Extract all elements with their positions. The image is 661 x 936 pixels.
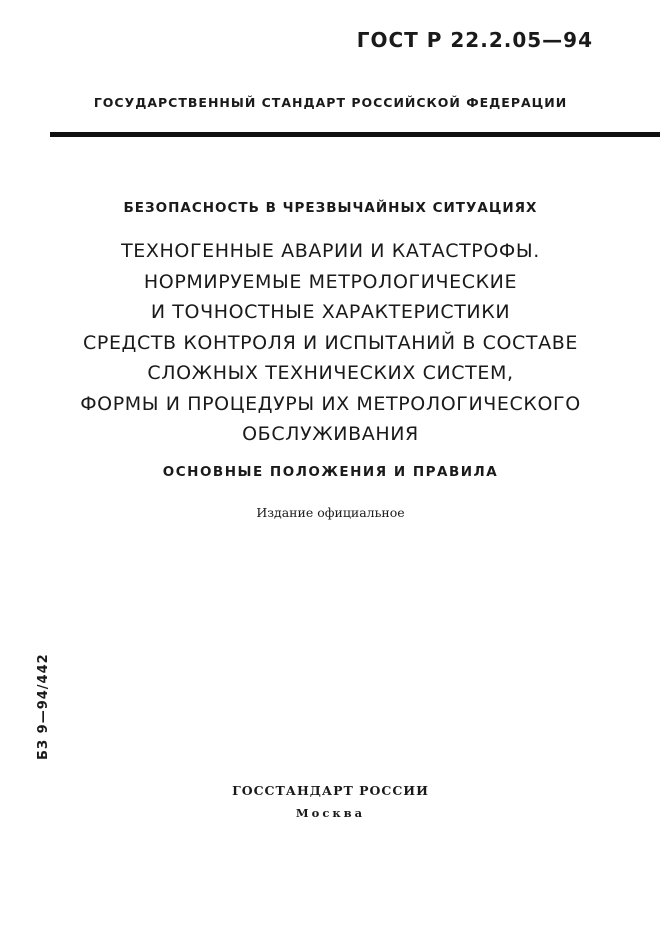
subject-heading: БЕЗОПАСНОСТЬ В ЧРЕЗВЫЧАЙНЫХ СИТУАЦИЯХ bbox=[123, 200, 538, 216]
title-line: И ТОЧНОСТНЫЕ ХАРАКТЕРИСТИКИ bbox=[150, 301, 511, 323]
state-standard-heading: ГОСУДАРСТВЕННЫЙ СТАНДАРТ РОССИЙСКОЙ ФЕДЕРАЦИИ bbox=[93, 95, 568, 110]
header-rule bbox=[50, 132, 660, 137]
publisher: ГОССТАНДАРТ РОССИИ bbox=[232, 783, 429, 798]
title-line: СРЕДСТВ КОНТРОЛЯ И ИСПЫТАНИЙ В СОСТАВЕ bbox=[83, 331, 578, 354]
side-catalog-code: БЗ 9—94/442 bbox=[36, 653, 51, 760]
gost-code: ГОСТ Р 22.2.05—94 bbox=[356, 28, 593, 52]
title-line: ТЕХНОГЕННЫЕ АВАРИИ И КАТАСТРОФЫ. bbox=[121, 240, 540, 262]
document-title bbox=[0, 236, 661, 450]
title-line: СЛОЖНЫХ ТЕХНИЧЕСКИХ СИСТЕМ, bbox=[147, 362, 514, 384]
edition-note: Издание официальное bbox=[256, 505, 405, 520]
title-line: НОРМИРУЕМЫЕ МЕТРОЛОГИЧЕСКИЕ bbox=[143, 270, 518, 293]
publication-city: Москва bbox=[295, 806, 366, 820]
title-line: ОБСЛУЖИВАНИЯ bbox=[242, 423, 419, 445]
title-line: ФОРМЫ И ПРОЦЕДУРЫ ИХ МЕТРОЛОГИЧЕСКОГО bbox=[80, 392, 581, 415]
basic-provisions-subtitle: ОСНОВНЫЕ ПОЛОЖЕНИЯ И ПРАВИЛА bbox=[162, 464, 499, 480]
